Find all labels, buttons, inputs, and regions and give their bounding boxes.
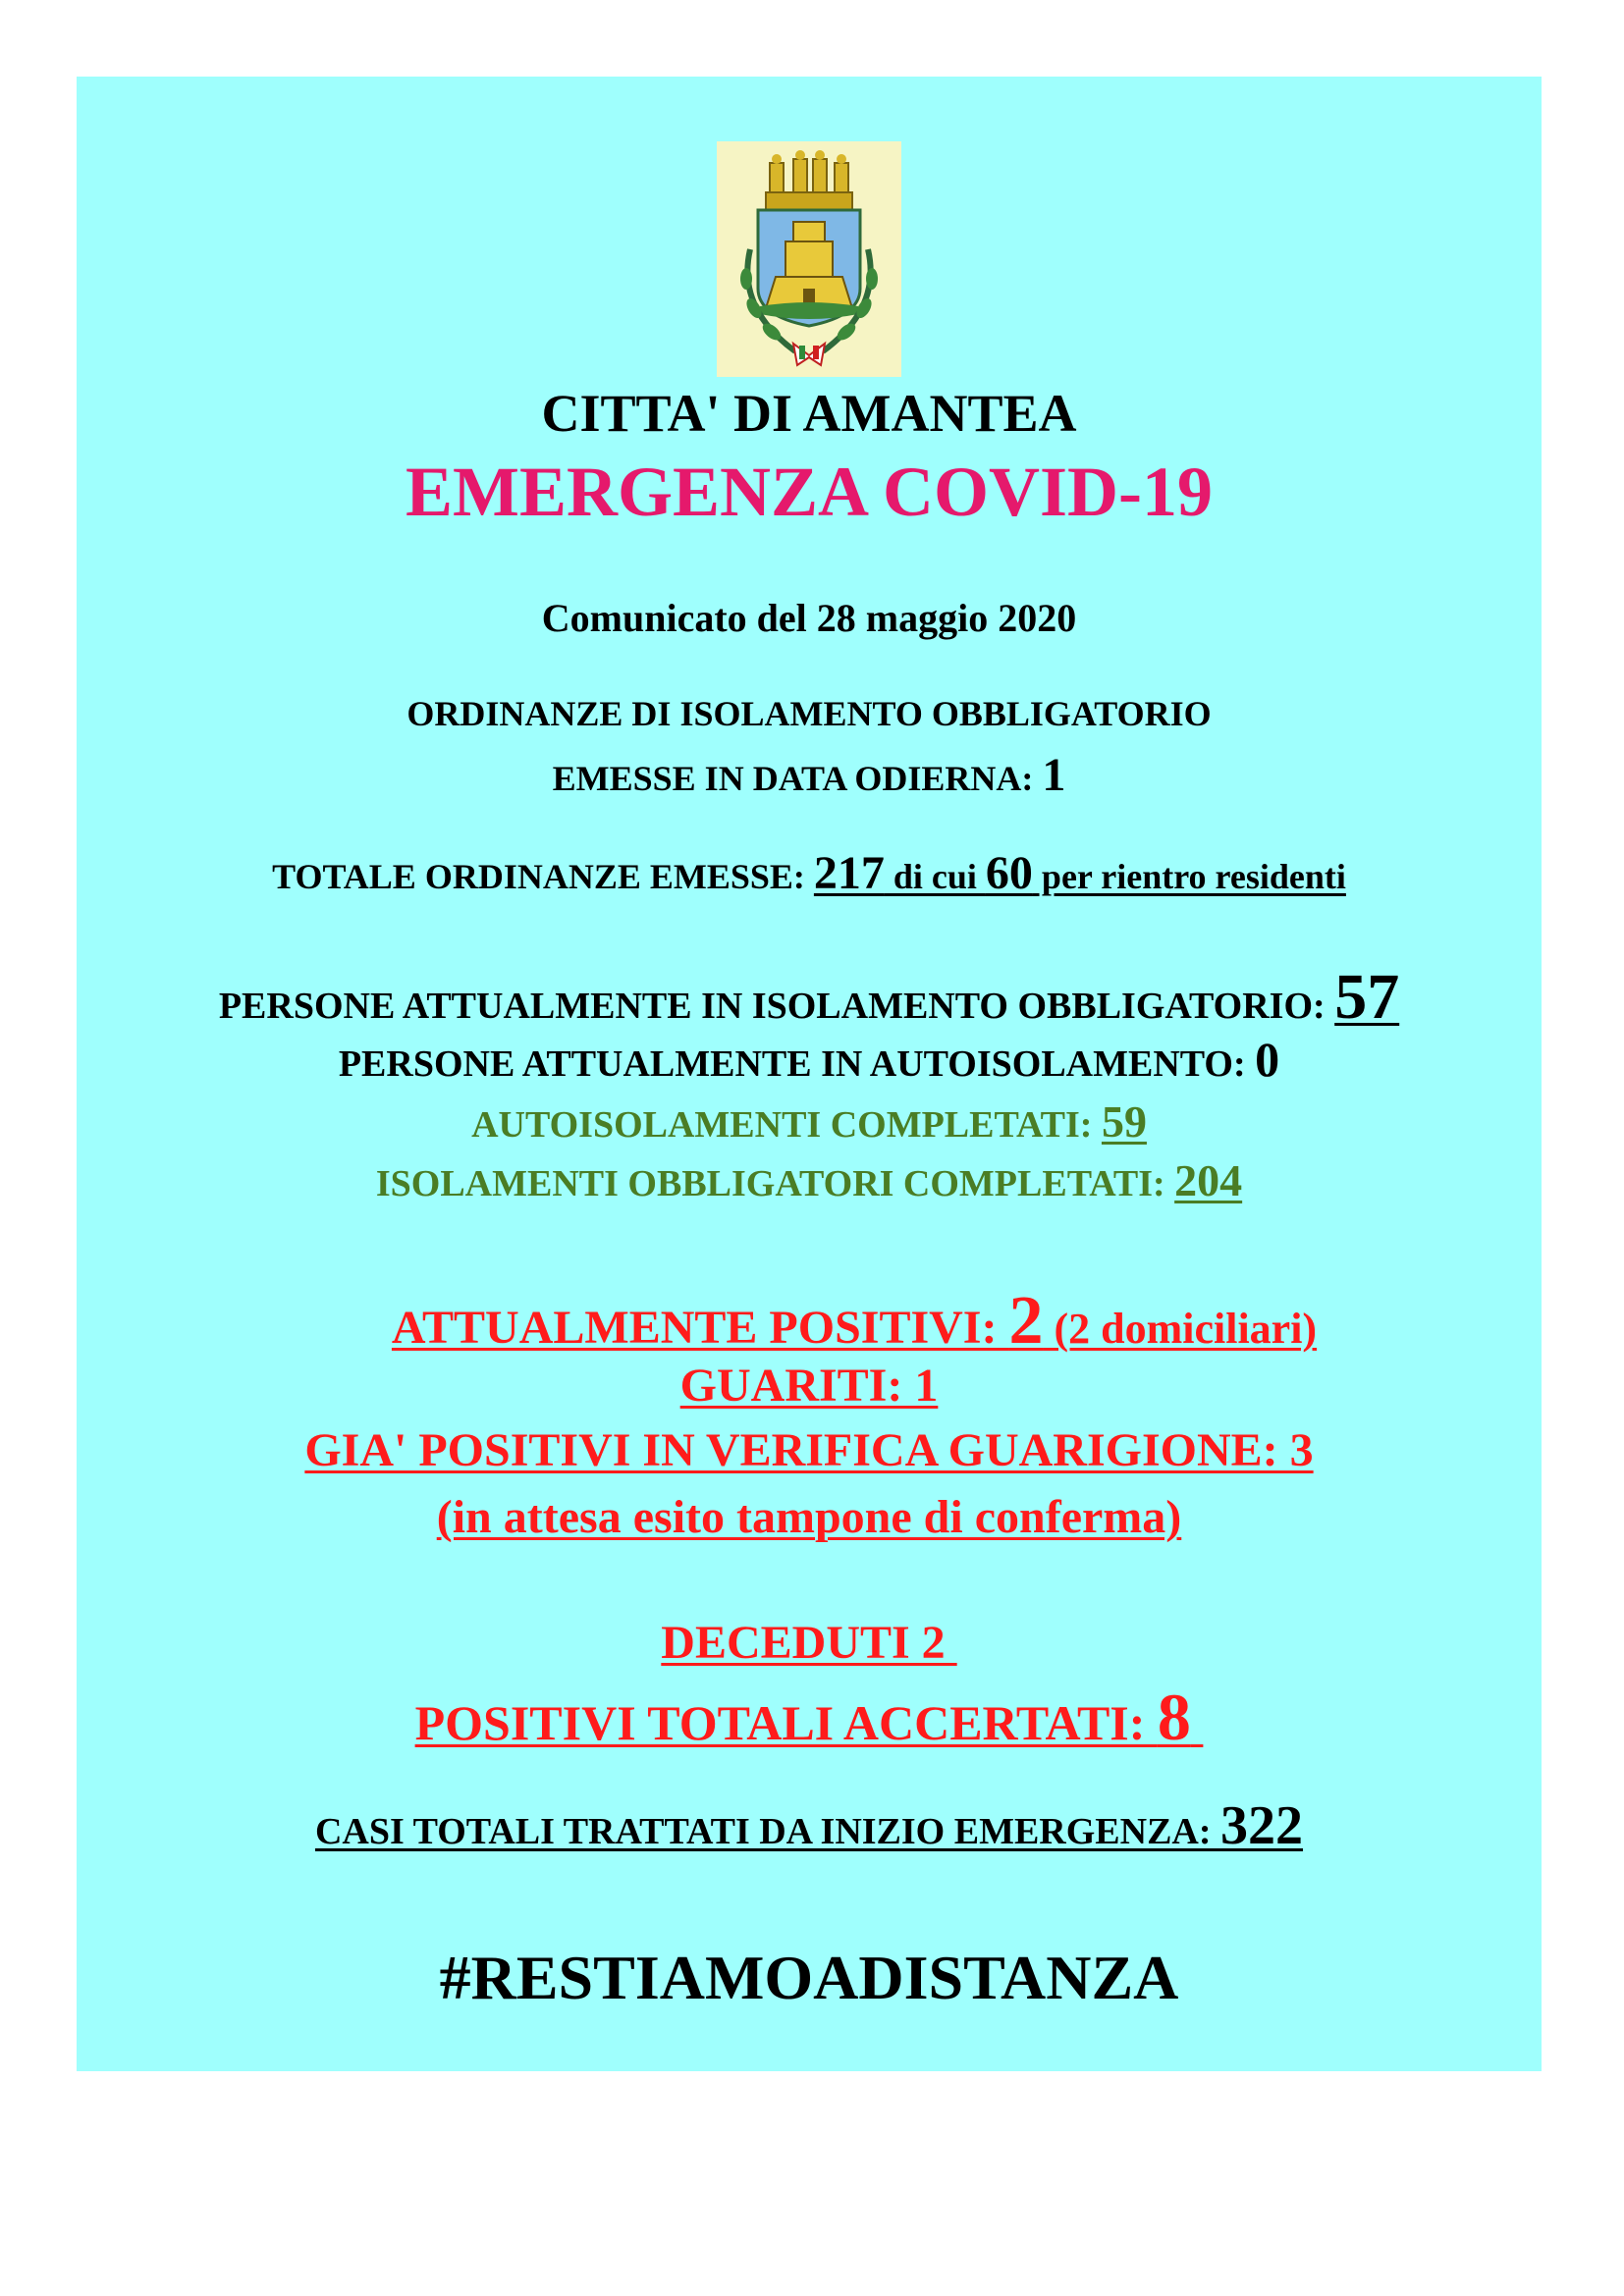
deceased-text: DECEDUTI 2 (661, 1617, 957, 1669)
self-isolation (77, 1031, 1542, 1088)
communique-date: Comunicato del 28 maggio 2020 (541, 596, 1077, 640)
ordinances-total-value: 217 (813, 847, 885, 899)
emergency-title: EMERGENZA COVID-19 (405, 453, 1214, 531)
total-positive-value: 8 (1157, 1680, 1191, 1754)
recovered-text: GUARITI: 1 (679, 1360, 939, 1412)
currently-positive (122, 1282, 1587, 1361)
verification-recovery (77, 1423, 1542, 1477)
total-positive-trail (1191, 1695, 1204, 1750)
awaiting-swab-text: (in attesa esito tampone di conferma) (436, 1491, 1182, 1543)
coat-of-arms-icon (717, 141, 901, 377)
ordinances-today-value: 1 (1042, 749, 1066, 801)
city-title: CITTA' DI AMANTEA (541, 384, 1077, 443)
verification-recovery-text: GIA' POSITIVI IN VERIFICA GUARIGIONE: 3 (304, 1424, 1314, 1476)
ordinances-of-which: di cui (884, 857, 986, 896)
hashtag-footer: #RESTIAMOADISTANZA (439, 1943, 1179, 2012)
mandatory-isolation-completed-label: ISOLAMENTI OBBLIGATORI COMPLETATI: (375, 1163, 1175, 1204)
ordinances-returning-label: per rientro residenti (1032, 857, 1346, 896)
total-positive-label: POSITIVI TOTALI ACCERTATI: (414, 1695, 1158, 1750)
ordinances-total (77, 846, 1542, 900)
mandatory-isolation-value: 57 (1334, 961, 1400, 1033)
crest-graphic (717, 141, 901, 377)
ordinances-total-label: TOTALE ORDINANZE EMESSE: (272, 857, 814, 896)
currently-positive-label: ATTUALMENTE POSITIVI: (391, 1302, 1009, 1354)
total-positive (77, 1679, 1542, 1756)
total-treated-label: CASI TOTALI TRATTATI DA INIZIO EMERGENZA: (314, 1811, 1221, 1852)
self-isolation-label: PERSONE ATTUALMENTE IN AUTOISOLAMENTO: (338, 1043, 1256, 1085)
mandatory-isolation-completed-value: 204 (1174, 1155, 1243, 1205)
ordinances-today-label: EMESSE IN DATA ODIERNA: (552, 759, 1043, 798)
self-isolation-completed-value: 59 (1101, 1096, 1147, 1147)
self-isolation-completed (77, 1095, 1542, 1148)
ordinances-heading: ORDINANZE DI ISOLAMENTO OBBLIGATORIO (406, 694, 1212, 733)
bulletin-panel (77, 77, 1542, 2071)
recovered (77, 1359, 1542, 1413)
deceased (77, 1616, 1542, 1670)
self-isolation-completed-label: AUTOISOLAMENTI COMPLETATI: (471, 1104, 1102, 1146)
ordinances-today (77, 748, 1542, 802)
currently-positive-value: 2 (1008, 1283, 1044, 1359)
ordinances-returning-value: 60 (985, 847, 1033, 899)
self-isolation-value: 0 (1255, 1032, 1280, 1087)
mandatory-isolation-label: PERSONE ATTUALMENTE IN ISOLAMENTO OBBLIGATORIO: (218, 986, 1335, 1027)
mandatory-isolation (77, 960, 1542, 1035)
currently-positive-detail: (2 domiciliari) (1043, 1305, 1318, 1353)
total-treated-value: 322 (1220, 1795, 1304, 1856)
awaiting-swab (77, 1490, 1542, 1544)
mandatory-isolation-completed (77, 1154, 1542, 1206)
total-treated (77, 1794, 1542, 1857)
